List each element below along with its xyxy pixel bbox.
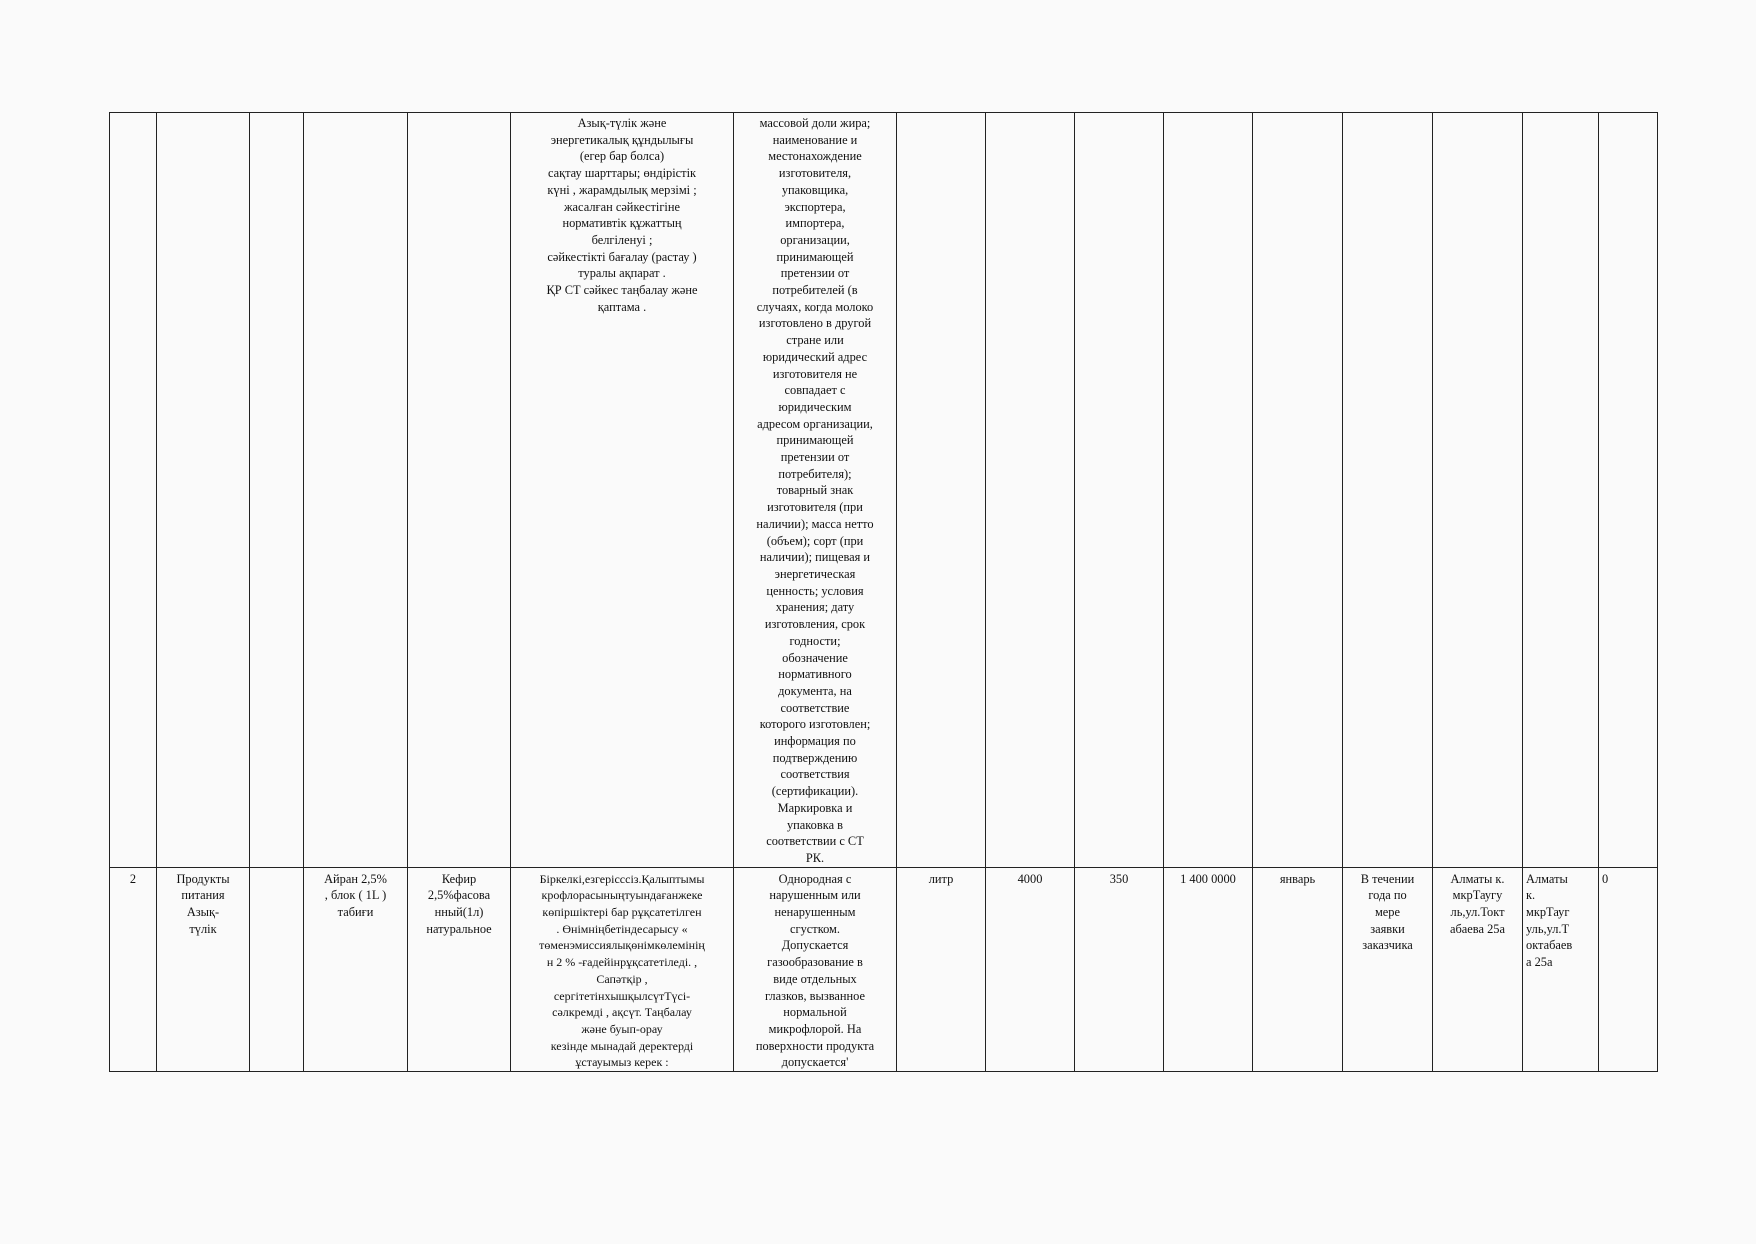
text-line: претензии от [780,450,850,465]
cell-unit [897,867,986,1071]
text-line: товарный знак [776,483,854,498]
text-line: информация по [774,734,856,749]
text-line: претензии от [780,266,850,281]
text-line: . Өнімніңбетіндесарысу « [556,921,688,936]
text-line: ценность; условия [766,583,864,598]
cell-number [110,113,157,868]
text-line: питания [181,888,225,903]
text-line: Алматы к. [1450,871,1505,886]
text-line: ненарушенным [774,905,856,920]
text-line: упаковщика, [781,182,849,197]
text-line: наименование и [772,132,858,147]
text-line: сақтау шарттары; өндірістік [547,166,697,181]
text-line: Допускается [781,938,849,953]
cell-category [157,867,250,1071]
cell-ru-description [734,867,897,1071]
text-line: (сертификации). [771,784,859,799]
text-line: көпіршіктері бар рұқсатетілген [542,905,702,920]
cell-amount [1164,113,1253,868]
price-value: 350 [1109,871,1129,886]
cell-last [1599,867,1658,1071]
text-line: массовой доли жира; [759,116,871,130]
cell-empty [250,867,304,1071]
text-line: Біркелкі,езгерісссіз.Қалыптымы [539,871,705,886]
text-line: Продукты [176,871,230,886]
text-line: юридическим [778,399,852,414]
cell-name-ru [408,113,511,868]
text-line: туралы ақпарат . [578,266,666,281]
text-line: энергетикалық құндылығы [550,132,694,147]
cell-kz-description [511,867,734,1071]
cell-address-2 [1523,113,1599,868]
text-line: төменэмиссиялықөнімкөлемінің [539,938,705,953]
text-line: октабаев [1526,938,1573,953]
unit-value: литр [928,871,954,886]
text-line: нормативтік құжаттың [562,216,682,231]
text-line: РК. [805,850,825,865]
text-line: сәйкестікті бағалау (растау ) [547,249,697,264]
cell-address-1 [1433,867,1523,1071]
cell-quantity [986,113,1075,868]
text-line: изготовлено в другой [758,316,872,331]
text-line: принимающей [776,249,854,264]
text-line: кезінде мынадай деректерді [550,1038,694,1053]
text-line: соответствие [780,700,850,715]
text-line: года по [1368,888,1407,903]
text-line: Алматы [1526,871,1568,886]
row-number: 2 [129,871,137,886]
text-line: (егер бар болса) [579,149,665,164]
table-row [110,867,1658,1071]
text-line: обозначение [782,650,848,665]
text-line: В течении [1360,871,1415,886]
text-line: случаях, когда молоко [756,299,874,314]
text-line: энергетическая [774,566,856,581]
text-line: организации, [780,232,850,247]
text-line: сәлкремді , ақсүт. Таңбалау [552,1005,692,1020]
text-line: экспортера, [784,199,846,214]
text-line: стране или [786,333,844,348]
text-line: поверхности продукта [755,1038,875,1053]
text-line: заказчика [1362,938,1413,953]
text-line: адресом организации, [757,416,873,431]
cell-number [110,867,157,1071]
cell-address-1 [1433,113,1523,868]
text-line: белгіленуі ; [591,232,653,247]
text-line: және буып-орау [581,1021,663,1036]
quantity-value: 4000 [1017,871,1043,886]
text-line: абаева 25а [1450,921,1505,936]
text-line: изготовителя не [772,366,858,381]
text-line: крофлорасыныңтуындағанжеке [541,888,703,903]
text-line: Однородная с [778,871,852,886]
text-line: натуральное [426,921,492,936]
kz-description-text [514,115,730,315]
text-line: потребителя); [778,466,852,481]
text-line: изготовления, срок [764,617,866,632]
text-line: жасалған сәйкестігіне [564,199,680,214]
cell-delivery-terms [1343,113,1433,868]
text-line: упаковка в [786,817,844,832]
cell-delivery-terms [1343,867,1433,1071]
text-line: ль,ул.Токт [1450,905,1505,920]
text-line: которого изготовлен; [759,717,871,732]
cell-price [1075,113,1164,868]
text-line: глазков, вызванное [764,988,866,1003]
text-line: Сапәтқір , [596,971,648,986]
text-line: Азық- [186,905,220,920]
text-line: юридический адрес [762,349,868,364]
text-line: Айран 2,5% [324,871,387,886]
text-line: заявки [1370,921,1405,936]
cell-month [1253,867,1343,1071]
text-line: наличии); масса нетто [756,516,874,531]
text-line: изготовителя, [778,166,852,181]
text-line: допускается' [781,1055,849,1070]
text-line: импортера, [785,216,845,231]
text-line: нормативного [778,667,852,682]
text-line: газообразование в [767,955,863,970]
cell-name-ru [408,867,511,1071]
procurement-spec-table [109,112,1658,1072]
text-line: хранения; дату [775,600,855,615]
text-line: нарушенным или [769,888,861,903]
text-line: (объем); сорт (при [766,533,864,548]
text-line: қаптама . [597,299,647,314]
cell-name-kz [304,113,408,868]
text-line: подтверждению [772,750,858,765]
text-line: местонахождение [768,149,862,164]
cell-kz-description [511,113,734,868]
text-line: годности; [789,633,841,648]
text-line: нормальной [783,1005,847,1020]
text-line: ұстауымыз керек : [575,1055,669,1070]
text-line: совпадает с [784,383,846,398]
text-line: түлік [189,921,217,936]
cell-address-2 [1523,867,1599,1071]
text-line: ҚР СТ сәйкес таңбалау және [546,283,698,298]
cell-unit [897,113,986,868]
text-line: потребителей (в [772,283,858,298]
last-value: 0 [1602,871,1609,886]
table-row [110,113,1658,868]
text-line: мкрТаугу [1452,888,1503,903]
cell-category [157,113,250,868]
text-line: принимающей [776,433,854,448]
cell-name-kz [304,867,408,1071]
text-line: н 2 % -ғадейінрұқсатетіледі. , [546,955,698,970]
text-line: виде отдельных [773,971,857,986]
cell-amount [1164,867,1253,1071]
text-line: Маркировка и [777,800,853,815]
text-line: уль,ул.Т [1526,921,1570,936]
month-value: январь [1279,871,1316,886]
text-line: сгустком. [790,921,840,936]
text-line: нный(1л) [434,905,484,920]
cell-quantity [986,867,1075,1071]
text-line: изготовителя (при [767,500,863,515]
cell-price [1075,867,1164,1071]
cell-empty [250,113,304,868]
text-line: к. [1526,888,1536,903]
text-line: Азық-түлік және [577,116,667,130]
text-line: соответствии с СТ [766,834,864,849]
text-line: сергітетінхышқылсүтТүсі- [553,988,691,1003]
text-line: микрофлорой. На [768,1021,862,1036]
text-line: мере [1374,905,1401,920]
text-line: Кефир [441,871,477,886]
cell-ru-description [734,113,897,868]
text-line: а 25а [1526,955,1553,970]
text-line: табиғи [337,905,374,920]
amount-value: 1 400 0000 [1180,871,1236,886]
text-line: , блок ( 1L ) [324,888,387,903]
text-line: күні , жарамдылық мерзімі ; [547,182,697,197]
cell-month [1253,113,1343,868]
text-line: наличии); пищевая и [759,550,871,565]
text-line: соответствия [780,767,850,782]
text-line: документа, на [778,683,852,698]
text-line: мкрТауг [1526,905,1570,920]
text-line: 2,5%фасова [427,888,491,903]
cell-last [1599,113,1658,868]
ru-description-text [737,115,893,867]
